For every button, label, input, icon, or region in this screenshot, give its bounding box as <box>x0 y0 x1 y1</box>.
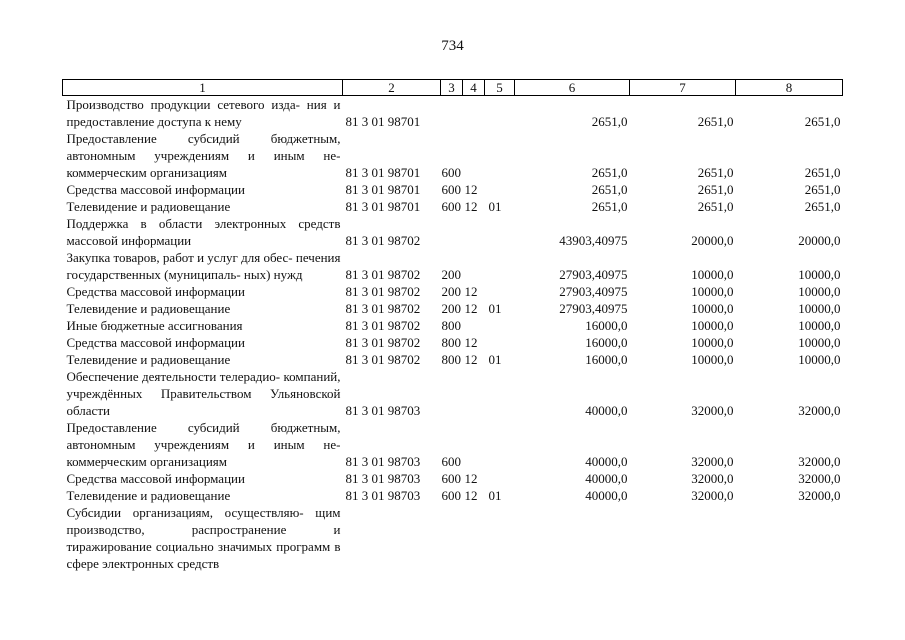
table-row <box>63 470 843 487</box>
row-value-2020: 32000,0 <box>691 454 734 469</box>
table-row <box>63 198 843 215</box>
row-value-2021: 32000,0 <box>798 454 841 469</box>
column-header: 3 <box>441 80 463 96</box>
row-section: 12 <box>464 182 478 197</box>
table-row <box>63 351 843 368</box>
row-subsection <box>485 283 515 300</box>
row-code: 81 3 01 98703 <box>345 403 421 418</box>
row-value-2021: 10000,0 <box>798 318 841 333</box>
row-value-2020: 2651,0 <box>697 199 734 214</box>
row-code: 81 3 01 98702 <box>345 301 421 316</box>
row-value-2020: 10000,0 <box>691 335 734 350</box>
row-expense-type <box>441 368 463 419</box>
row-subsection: 01 <box>488 352 502 367</box>
row-value-2020: 32000,0 <box>691 403 734 418</box>
row-value-2021 <box>736 504 843 572</box>
row-expense-type: 800 <box>441 335 461 350</box>
row-section <box>463 215 485 249</box>
row-name: Телевидение и радиовещание <box>66 199 231 214</box>
row-value-2020: 10000,0 <box>691 318 734 333</box>
table-row <box>63 300 843 317</box>
row-subsection <box>485 334 515 351</box>
row-value-2019: 27903,40975 <box>559 284 628 299</box>
budget-table <box>62 79 843 572</box>
row-section <box>463 419 485 470</box>
row-value-2021: 32000,0 <box>798 403 841 418</box>
row-section: 12 <box>464 488 478 503</box>
row-code <box>343 504 441 572</box>
row-name: Средства массовой информации <box>66 335 245 350</box>
row-expense-type: 600 <box>441 454 461 469</box>
row-value-2020: 10000,0 <box>691 352 734 367</box>
row-section <box>463 504 485 572</box>
row-section <box>463 317 485 334</box>
row-subsection <box>485 181 515 198</box>
table-row <box>63 504 843 572</box>
row-value-2021: 32000,0 <box>798 471 841 486</box>
row-subsection <box>485 215 515 249</box>
row-name: Телевидение и радиовещание <box>66 301 231 316</box>
row-value-2019: 16000,0 <box>585 318 628 333</box>
row-name: Средства массовой информации <box>66 284 245 299</box>
row-section: 12 <box>464 352 478 367</box>
row-code: 81 3 01 98702 <box>345 267 421 282</box>
table-row <box>63 487 843 504</box>
row-value-2021: 10000,0 <box>798 335 841 350</box>
row-value-2019: 16000,0 <box>585 352 628 367</box>
row-section: 12 <box>464 301 478 316</box>
row-name: Закупка товаров, работ и услуг для обес- печения государственных (муниципаль- ных) нужд <box>66 250 341 282</box>
row-code: 81 3 01 98702 <box>345 233 421 248</box>
row-expense-type: 200 <box>441 284 461 299</box>
row-name: Телевидение и радиовещание <box>66 488 231 503</box>
row-code: 81 3 01 98701 <box>345 114 421 129</box>
column-header: 4 <box>463 80 485 96</box>
row-section <box>463 130 485 181</box>
row-value-2021: 2651,0 <box>804 199 841 214</box>
row-section <box>463 368 485 419</box>
row-code: 81 3 01 98702 <box>345 352 421 367</box>
table-body <box>63 96 843 573</box>
row-section <box>463 96 485 131</box>
table-row <box>63 283 843 300</box>
row-section <box>463 249 485 283</box>
row-subsection <box>485 249 515 283</box>
row-value-2020: 32000,0 <box>691 488 734 503</box>
row-section: 12 <box>464 335 478 350</box>
row-value-2021: 2651,0 <box>804 182 841 197</box>
row-expense-type <box>441 504 463 572</box>
column-header: 8 <box>736 80 843 96</box>
row-expense-type: 600 <box>441 488 461 503</box>
row-value-2019: 40000,0 <box>585 403 628 418</box>
row-value-2019 <box>515 504 630 572</box>
row-expense-type: 600 <box>441 471 461 486</box>
row-value-2020: 10000,0 <box>691 267 734 282</box>
table-row <box>63 215 843 249</box>
row-value-2020: 32000,0 <box>691 471 734 486</box>
row-code: 81 3 01 98702 <box>345 284 421 299</box>
row-expense-type <box>441 96 463 131</box>
row-subsection <box>485 504 515 572</box>
row-expense-type: 800 <box>441 318 461 333</box>
table-header <box>63 80 843 96</box>
row-expense-type: 600 <box>441 165 461 180</box>
row-value-2020: 2651,0 <box>697 114 734 129</box>
table-row <box>63 419 843 470</box>
column-header: 1 <box>63 80 343 96</box>
row-subsection <box>485 419 515 470</box>
row-value-2019: 16000,0 <box>585 335 628 350</box>
table-row <box>63 334 843 351</box>
row-expense-type: 200 <box>441 301 461 316</box>
row-code: 81 3 01 98702 <box>345 318 421 333</box>
row-code: 81 3 01 98701 <box>345 182 421 197</box>
row-value-2020: 2651,0 <box>697 165 734 180</box>
row-value-2020: 10000,0 <box>691 301 734 316</box>
table-row <box>63 181 843 198</box>
row-value-2019: 40000,0 <box>585 454 628 469</box>
column-header: 2 <box>343 80 441 96</box>
row-name: Производство продукции сетевого изда- ния и предоставление доступа к нему <box>66 97 341 129</box>
row-code: 81 3 01 98702 <box>345 335 421 350</box>
row-subsection <box>485 470 515 487</box>
row-section: 12 <box>464 284 478 299</box>
column-header: 5 <box>485 80 515 96</box>
row-name: Средства массовой информации <box>66 471 245 486</box>
row-subsection <box>485 317 515 334</box>
row-value-2019: 2651,0 <box>591 182 628 197</box>
row-value-2019: 2651,0 <box>591 165 628 180</box>
row-value-2021: 10000,0 <box>798 284 841 299</box>
table-row <box>63 249 843 283</box>
row-name: Предоставление субсидий бюджетным, автономным учреждениям и иным не- коммерческим организациям <box>66 420 341 469</box>
column-header: 7 <box>630 80 736 96</box>
row-name: Предоставление субсидий бюджетным, автономным учреждениям и иным не- коммерческим организациям <box>66 131 341 180</box>
row-value-2019: 40000,0 <box>585 471 628 486</box>
row-value-2021: 2651,0 <box>804 114 841 129</box>
row-value-2021: 20000,0 <box>798 233 841 248</box>
row-expense-type: 800 <box>441 352 461 367</box>
row-section: 12 <box>464 199 478 214</box>
row-name: Телевидение и радиовещание <box>66 352 231 367</box>
row-name: Поддержка в области электронных средств массовой информации <box>66 216 341 248</box>
row-code: 81 3 01 98703 <box>345 488 421 503</box>
row-value-2019: 27903,40975 <box>559 267 628 282</box>
row-value-2020: 10000,0 <box>691 284 734 299</box>
table-row <box>63 96 843 131</box>
row-value-2020: 2651,0 <box>697 182 734 197</box>
row-subsection <box>485 96 515 131</box>
row-code: 81 3 01 98703 <box>345 454 421 469</box>
row-code: 81 3 01 98701 <box>345 199 421 214</box>
row-value-2019: 40000,0 <box>585 488 628 503</box>
row-value-2021: 10000,0 <box>798 267 841 282</box>
row-subsection: 01 <box>488 488 502 503</box>
table-row <box>63 130 843 181</box>
column-header: 6 <box>515 80 630 96</box>
row-subsection <box>485 368 515 419</box>
row-value-2021: 2651,0 <box>804 165 841 180</box>
row-subsection <box>485 130 515 181</box>
row-name: Обеспечение деятельности телерадио- компаний, учреждённых Правительством Ульяновской области <box>66 369 341 418</box>
row-name: Иные бюджетные ассигнования <box>66 318 243 333</box>
row-value-2019: 2651,0 <box>591 114 628 129</box>
row-code: 81 3 01 98701 <box>345 165 421 180</box>
page-number: 734 <box>441 38 464 54</box>
row-expense-type <box>441 215 463 249</box>
row-name: Средства массовой информации <box>66 182 245 197</box>
row-value-2019: 43903,40975 <box>559 233 628 248</box>
row-value-2021: 10000,0 <box>798 352 841 367</box>
row-expense-type: 600 <box>441 199 461 214</box>
row-subsection: 01 <box>488 199 502 214</box>
row-value-2021: 32000,0 <box>798 488 841 503</box>
row-value-2020 <box>630 504 736 572</box>
row-expense-type: 600 <box>441 182 461 197</box>
row-section: 12 <box>464 471 478 486</box>
table-row <box>63 317 843 334</box>
row-value-2020: 20000,0 <box>691 233 734 248</box>
table-row <box>63 368 843 419</box>
row-value-2019: 27903,40975 <box>559 301 628 316</box>
row-value-2019: 2651,0 <box>591 199 628 214</box>
row-code: 81 3 01 98703 <box>345 471 421 486</box>
row-expense-type: 200 <box>441 267 461 282</box>
row-name: Субсидии организациям, осуществляю- щим производство, распространение и тиражирование социально значимых программ в сфере электронных средств <box>66 505 341 571</box>
row-value-2021: 10000,0 <box>798 301 841 316</box>
row-subsection: 01 <box>488 301 502 316</box>
